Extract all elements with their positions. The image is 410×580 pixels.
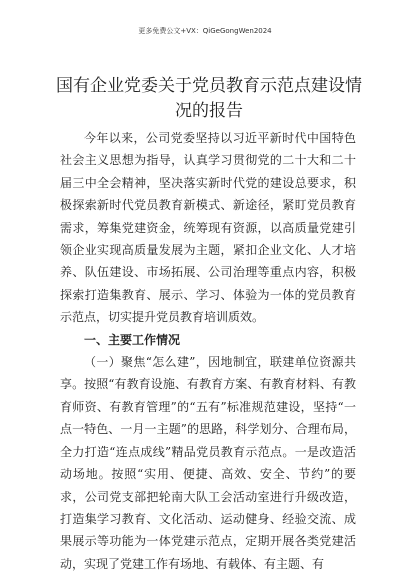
section-heading: 一、主要工作情况 bbox=[84, 332, 181, 347]
body-paragraph: （一）聚焦“怎么建”，因地制宜，联建单位资源共享。按照“有教育设施、有教育方案、有教育材料、有教育师资、有教育管理”的“五有”标准规范建设，坚持“一点一特色、一月一主题”的思路，科学划分、合理布局，全力打造“连点成线”精品党员教育示范点。一是改造活动场地。按照“实用、便捷、高效、安全、节约”的要求，公司党支部把轮南大队工会活动室进行升级改造，打造集学习教育、文化活动、运动健身、经验交流、成果展示等功能为一体党建示范点，定期开展各类党建活动，实现了党建工作有场地、有载体、有主题、有 bbox=[60, 355, 356, 571]
header-watermark: 更多免费公文+VX：QiGeGongWen2024 bbox=[138, 27, 272, 35]
document-title: 国有企业党委关于党员教育示范点建设情况的报告 bbox=[56, 76, 362, 121]
document-body bbox=[60, 127, 356, 575]
intro-paragraph: 今年以来，公司党委坚持以习近平新时代中国特色社会主义思想为指导，认真学习贯彻党的二十大和二十届三中全会精神，坚决落实新时代党的建设总要求，积极探索新时代党员教育新模式、新途径，紧盯党员教育需求，筹集党建资金，统筹现有资源，以高质量党建引领企业实现高质量发展为主题，紧扣企业文化、人才培养、队伍建设、市场拓展、公司治理等重点内容，积极探索打造集教育、展示、学习、体验为一体的党员教育示范点，切实提升党员教育培训质效。 bbox=[60, 131, 356, 325]
